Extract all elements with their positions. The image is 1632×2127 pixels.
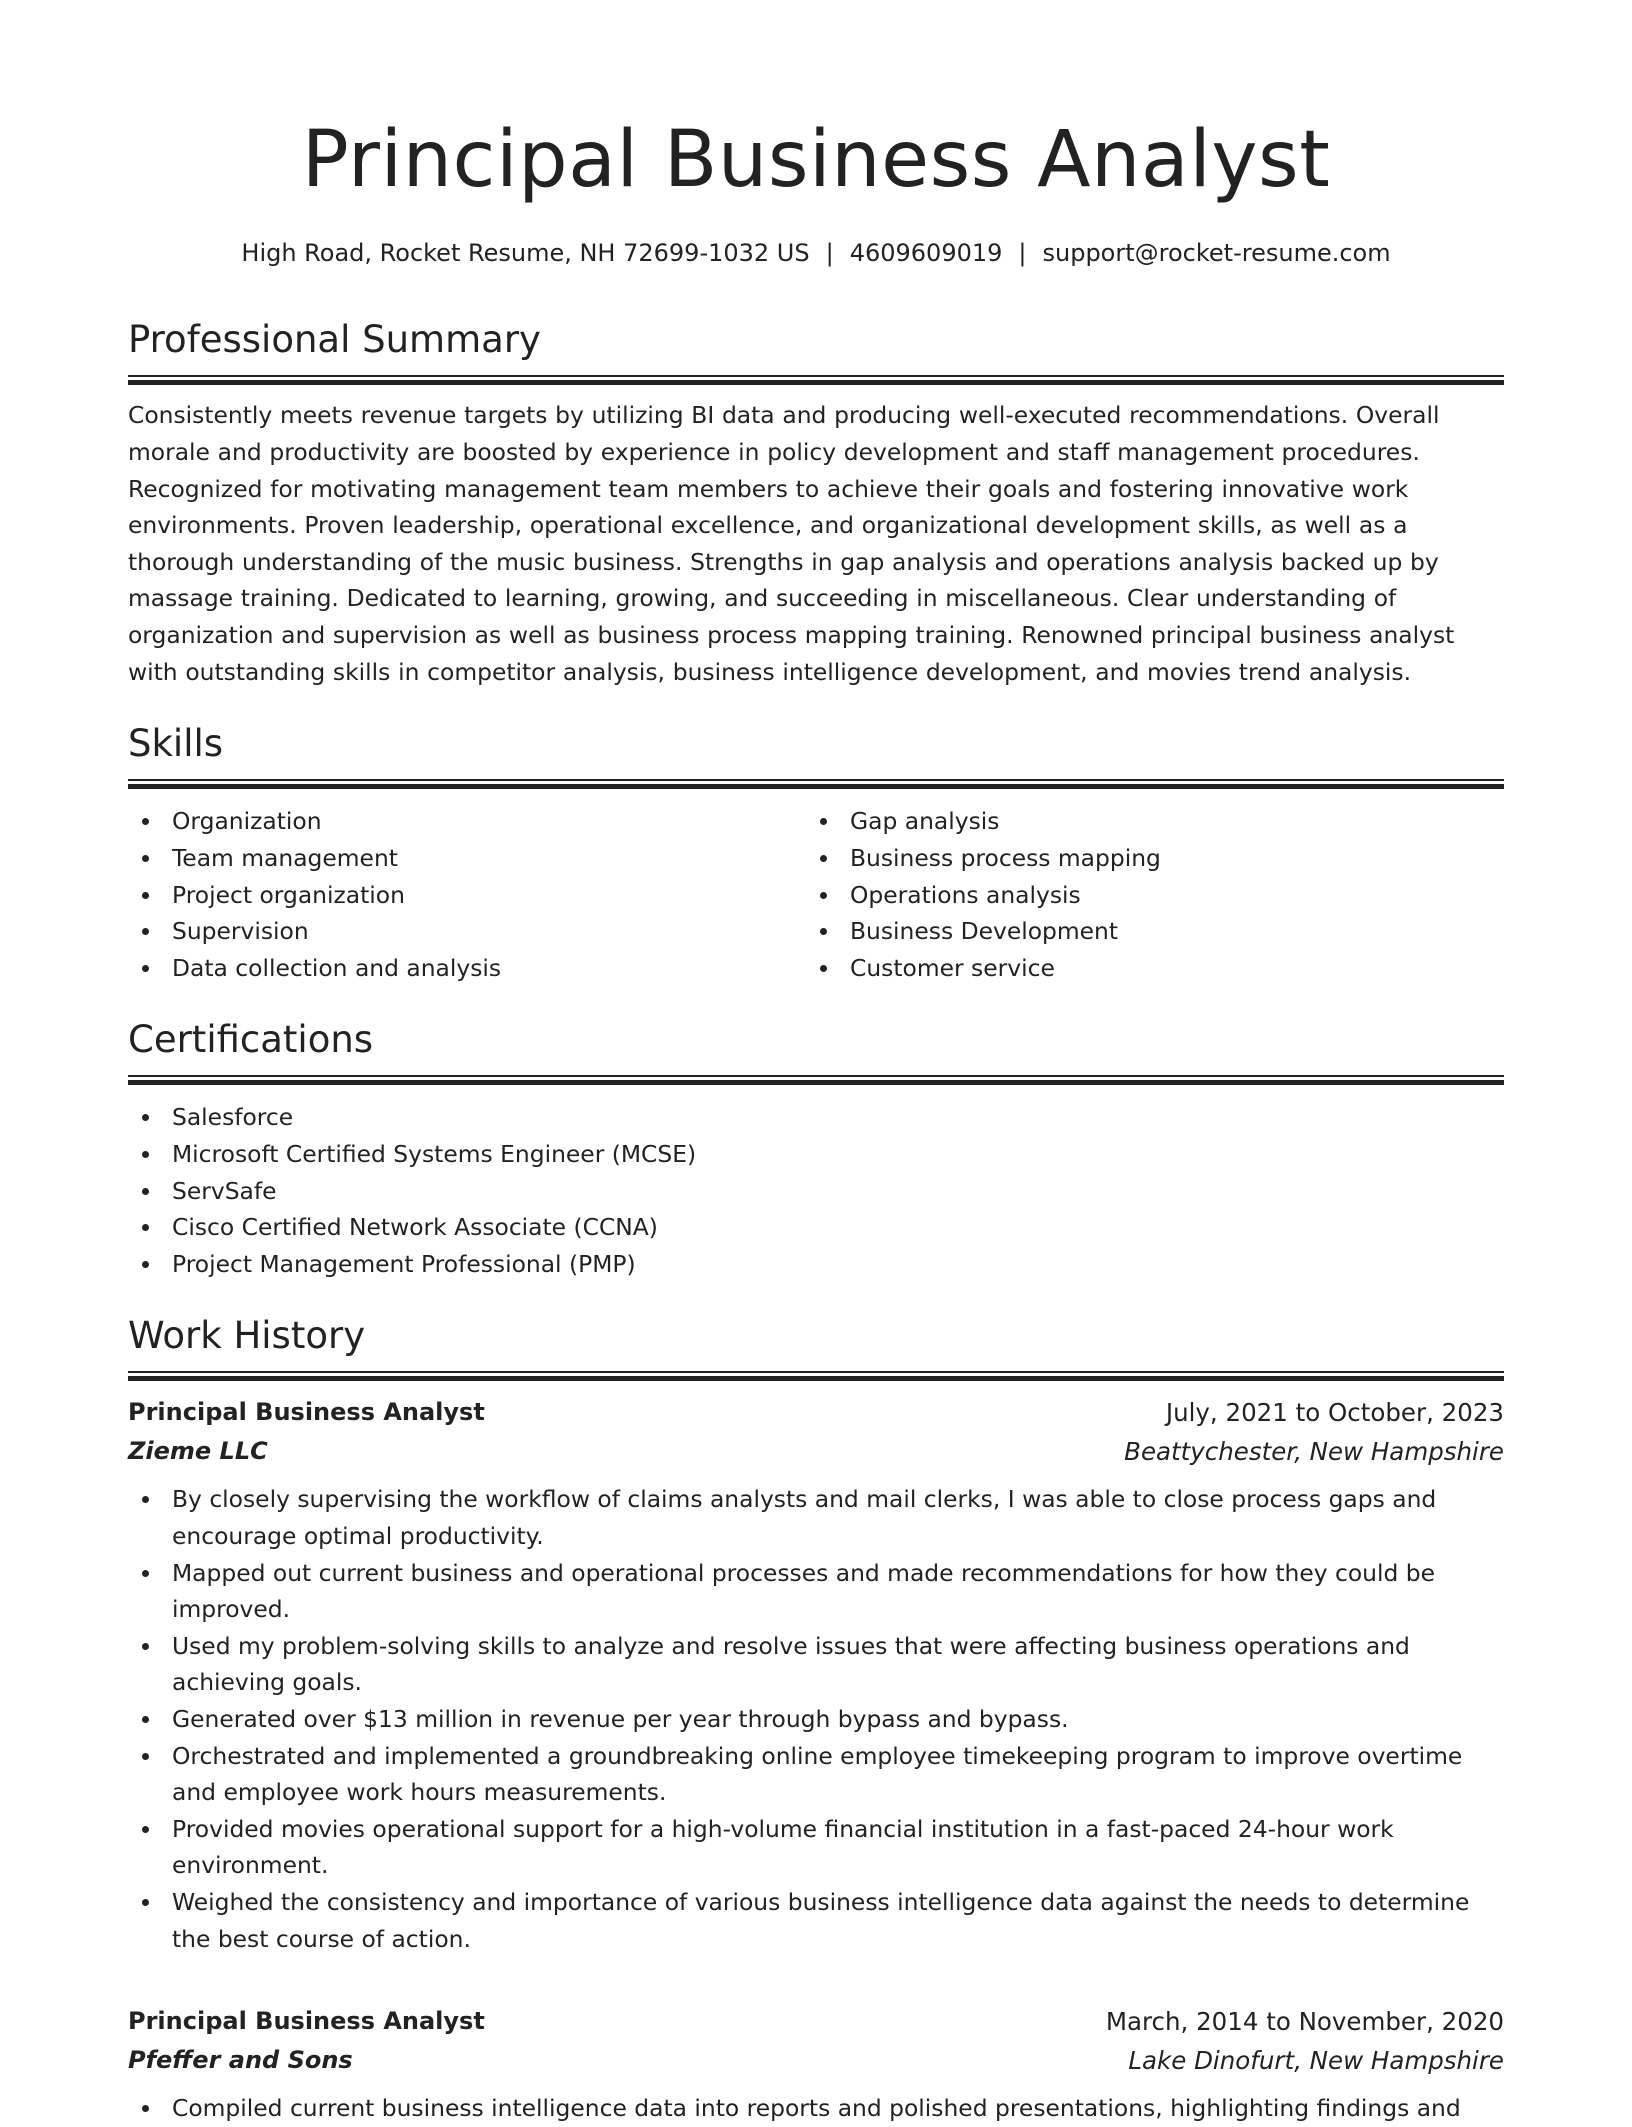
job-dates: March, 2014 to November, 2020 [1105,2007,1504,2036]
list-item [128,1701,1504,1738]
certifications-list [128,1099,1504,1282]
bullet-icon [820,965,827,972]
list-item [806,913,1484,950]
list-item [806,950,1484,987]
bullet-icon [142,928,149,935]
list-item [128,1555,1504,1628]
section-divider [128,1075,1504,1085]
bullet-icon [142,1899,149,1906]
bullet-icon [142,1826,149,1833]
bullet-icon [820,928,827,935]
job-bullets [128,1481,1504,1957]
contact-separator: | [825,239,834,267]
job-entry [128,2002,1504,2127]
job-bullet-text: Weighed the consistency and importance of various business intelligence data against the needs to determine the best course of action. [172,1887,1470,1953]
list-item [128,803,806,840]
bullet-icon [142,855,149,862]
job-title: Principal Business Analyst [128,1398,485,1427]
job-bullet-text: Generated over $13 million in revenue per year through bypass and bypass. [172,1704,1069,1733]
skill-label: Data collection and analysis [172,953,502,982]
bullet-icon [142,1188,149,1195]
job-bullet-text: Orchestrated and implemented a groundbreaking online employee timekeeping program to improve overtime and employee work hours measurements. [172,1741,1463,1807]
list-item [806,877,1484,914]
skill-label: Team management [172,843,398,872]
skill-label: Organization [172,807,322,836]
job-header-row [128,1393,1504,1432]
list-item [128,1099,1504,1136]
certification-label: ServSafe [172,1176,277,1205]
bullet-icon [142,1261,149,1268]
section-heading-skills: Skills [128,722,224,765]
list-item [128,1738,1504,1811]
list-item [128,1811,1504,1884]
bullet-icon [142,965,149,972]
job-dates: July, 2021 to October, 2023 [1165,1398,1504,1428]
skill-label: Customer service [850,953,1055,982]
bullet-icon [142,1716,149,1723]
job-location: Beattychester, New Hampshire [1124,1437,1504,1467]
list-item [128,1136,1504,1173]
bullet-icon [142,1753,149,1760]
bullet-icon [142,1151,149,1158]
list-item [806,803,1484,840]
bullet-icon [820,818,827,825]
skill-label: Operations analysis [850,880,1081,909]
job-location: Lake Dinofurt, New Hampshire [1128,2046,1504,2075]
skills-column-left [128,803,806,986]
list-item [806,840,1484,877]
section-heading-summary: Professional Summary [128,318,541,361]
list-item [128,913,806,950]
list-item [128,1246,1504,1283]
job-bullets [128,2090,1504,2127]
list-item [128,877,806,914]
bullet-icon [142,892,149,899]
summary-text: Consistently meets revenue targets by utilizing BI data and producing well-executed recommendations. Overall morale and productivity are boosted by experience in policy development and staff management procedures. Recognized for motivating management team members to achieve their goals and fostering innovative work environments. Proven leadership, operational excellence, and organizational development skills, as well as a thorough understanding of the music business. Strengths in gap analysis and operations analysis backed up by massage training. Dedicated to learning, growing, and succeeding in miscellaneous. Clear understanding of organization and supervision as well as business process mapping training. Renowned principal business analyst with outstanding skills in competitor analysis, business intelligence development, and movies trend analysis. [128,401,1455,686]
work-history-section [128,1314,1504,1957]
skill-label: Gap analysis [850,807,1000,836]
job-title: Principal Business Analyst [128,2007,485,2035]
skill-label: Business process mapping [850,843,1161,872]
job-company: Zieme LLC [128,1437,268,1466]
job-company-row [128,1432,1504,1471]
list-item [128,1884,1504,1957]
job-company-row [128,2041,1504,2080]
bullet-icon [142,1643,149,1650]
contact-address: High Road, Rocket Resume, NH 72699-1032 US [241,239,810,267]
bullet-icon [820,855,827,862]
certifications-section [128,1018,1504,1282]
section-heading-certifications: Certifications [128,1018,374,1061]
skills-section [128,722,1504,986]
contact-line [128,238,1504,269]
bullet-icon [142,1570,149,1577]
list-item [128,1173,1504,1210]
skill-label: Project organization [172,880,405,909]
skills-column-right [806,803,1484,986]
bullet-icon [820,892,827,899]
section-divider [128,779,1504,789]
bullet-icon [142,1224,149,1231]
bullet-icon [142,1114,149,1121]
job-bullet-text: Used my problem-solving skills to analyze and resolve issues that were affecting business operations and achieving goals. [172,1631,1410,1697]
job-bullet-text: By closely supervising the workflow of claims analysts and mail clerks, I was able to close process gaps and encourage optimal productivity. [172,1485,1437,1550]
list-item [128,840,806,877]
skill-label: Business Development [850,917,1119,946]
contact-separator: | [1018,239,1027,267]
list-item [128,1628,1504,1701]
section-divider [128,1371,1504,1381]
certification-label: Project Management Professional (PMP) [172,1249,636,1278]
job-bullet-text: Mapped out current business and operational processes and made recommendations for how they could be improved. [172,1558,1436,1624]
bullet-icon [142,818,149,825]
certification-label: Salesforce [172,1103,294,1132]
list-item [128,950,806,987]
job-bullet-text: Provided movies operational support for a high-volume financial institution in a fast-paced 24-hour work environment. [172,1814,1394,1880]
list-item [128,1209,1504,1246]
skill-label: Supervision [172,917,309,946]
job-header-row [128,2002,1504,2041]
contact-email[interactable]: support@rocket-resume.com [1042,239,1391,267]
section-heading-work-history: Work History [128,1314,366,1357]
contact-phone: 4609609019 [849,239,1003,267]
job-company: Pfeffer and Sons [128,2046,353,2074]
bullet-icon [142,2105,149,2112]
summary-section [128,318,1504,690]
job-bullet-text: Compiled current business intelligence data into reports and polished presentations, highlighting findings and [172,2094,1461,2122]
list-item [128,2090,1504,2127]
certification-label: Microsoft Certified Systems Engineer (MCSE) [172,1139,697,1168]
page-title: Principal Business Analyst [301,115,1331,205]
list-item [128,1481,1504,1554]
job-entry [128,1393,1504,1957]
skills-grid [128,803,1504,986]
section-divider [128,375,1504,385]
bullet-icon [142,1496,149,1503]
certification-label: Cisco Certified Network Associate (CCNA) [172,1213,658,1242]
